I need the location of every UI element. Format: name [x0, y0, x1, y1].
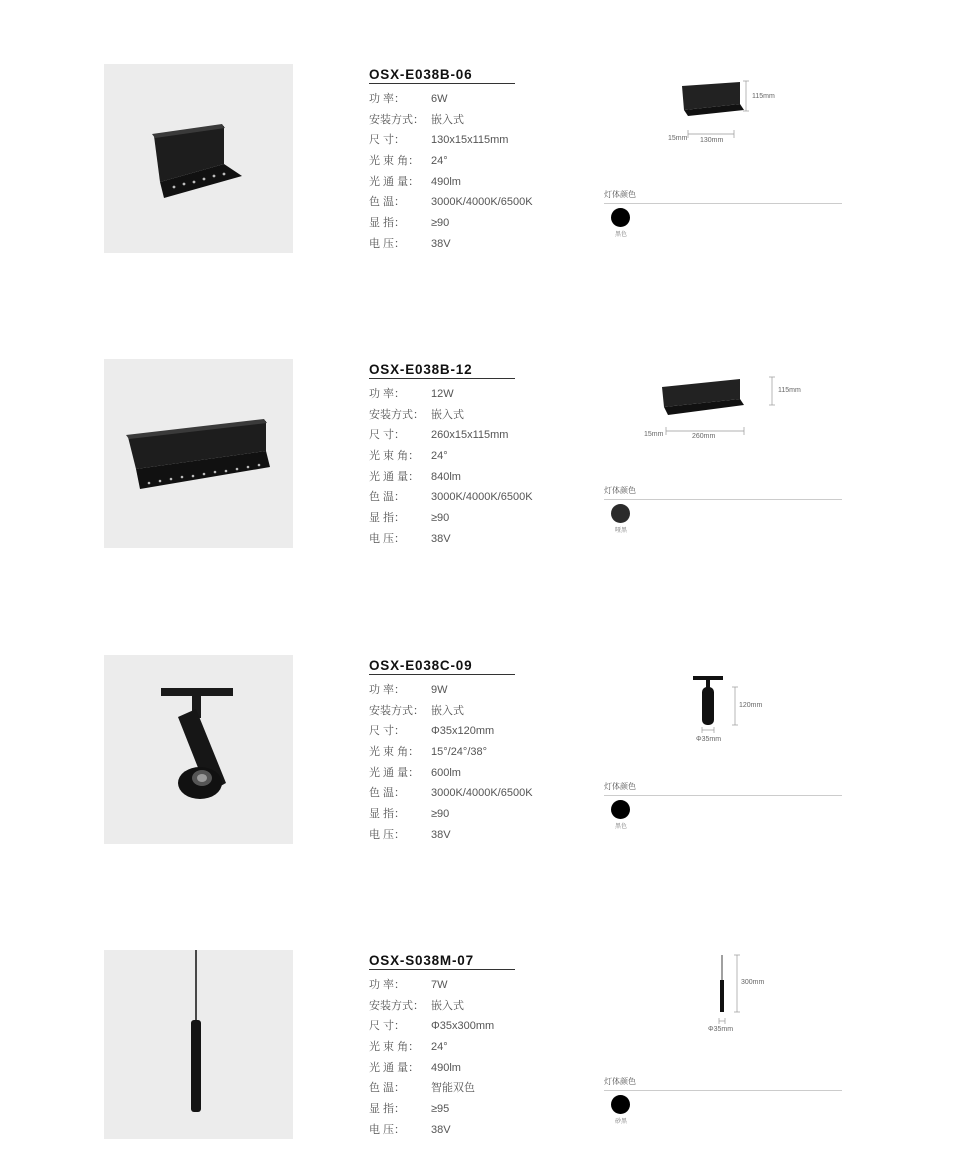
body-color-title: 灯体颜色: [604, 1076, 842, 1091]
product-photo: [104, 359, 293, 548]
color-swatch-label: 黑色: [615, 824, 628, 830]
spec-cri: 显 指： ≥90: [369, 217, 450, 230]
spec-beam: 光 束 角： 24°: [369, 1041, 448, 1054]
model-number: OSX-E038C-09: [369, 658, 515, 675]
spec-voltage: 电 压： 38V: [369, 532, 451, 545]
dimension-depth: 15mm: [644, 431, 664, 438]
dimension-width: 130mm: [700, 137, 724, 144]
body-color-title: 灯体颜色: [604, 781, 842, 796]
body-color-section: [604, 189, 842, 238]
dimension-width: 260mm: [692, 433, 716, 440]
product-card: [0, 64, 978, 264]
body-color-title: 灯体颜色: [604, 485, 842, 500]
product-photo: [104, 950, 293, 1139]
dimension-height: 300mm: [741, 979, 765, 986]
dimension-height: 115mm: [778, 387, 801, 394]
color-swatch-label: 黑色: [615, 232, 628, 238]
spec-size: 尺 寸： 130x15x115mm: [369, 134, 509, 147]
spec-voltage: 电 压： 38V: [369, 828, 451, 841]
color-swatch: [611, 800, 630, 819]
spec-list: [369, 953, 629, 1141]
product-photo: [104, 64, 293, 253]
spec-cct: 色 温： 3000K/4000K/6500K: [369, 491, 533, 504]
spec-size: 尺 寸： Φ35x120mm: [369, 725, 495, 738]
product-card: [0, 655, 978, 855]
spec-cri: 显 指： ≥95: [369, 1103, 450, 1116]
spec-cri: 显 指： ≥90: [369, 512, 450, 525]
spec-flux: 光 通 量： 840lm: [369, 470, 461, 483]
dimension-diameter: Φ35mm: [708, 1026, 734, 1033]
spec-beam: 光 束 角： 24°: [369, 155, 448, 168]
spec-beam: 光 束 角： 24°: [369, 450, 448, 463]
spec-mount: 安装方式： 嵌入式: [369, 704, 464, 717]
product-photo: [104, 655, 293, 844]
dimension-diagram: [604, 64, 844, 184]
product-card: [0, 359, 978, 559]
body-color-title: 灯体颜色: [604, 189, 842, 204]
spec-list: [369, 362, 629, 550]
spec-list: [369, 658, 629, 846]
dimension-diagram: [604, 359, 844, 479]
dimension-diagram: [604, 950, 844, 1070]
model-number: OSX-E038B-12: [369, 362, 515, 379]
color-swatch: [611, 208, 630, 227]
spec-cct: 色 温： 3000K/4000K/6500K: [369, 787, 533, 800]
spec-flux: 光 通 量： 490lm: [369, 1061, 461, 1074]
spec-cct: 色 温： 智能双色: [369, 1082, 475, 1095]
spec-power: 功 率： 9W: [369, 684, 448, 696]
spec-power: 功 率： 6W: [369, 93, 448, 105]
dimension-height: 115mm: [752, 93, 775, 100]
color-swatch-label: 哑黑: [615, 528, 628, 534]
model-number: OSX-E038B-06: [369, 67, 515, 84]
product-card: [0, 950, 978, 1150]
spec-power: 功 率： 12W: [369, 388, 454, 400]
spec-list: [369, 67, 629, 255]
spec-cri: 显 指： ≥90: [369, 808, 450, 821]
spec-flux: 光 通 量： 600lm: [369, 766, 461, 779]
body-color-section: [604, 1076, 842, 1125]
spec-size: 尺 寸： Φ35x300mm: [369, 1020, 495, 1033]
spec-voltage: 电 压： 38V: [369, 237, 451, 250]
body-color-section: [604, 781, 842, 830]
body-color-section: [604, 485, 842, 534]
spec-voltage: 电 压： 38V: [369, 1123, 451, 1136]
dimension-diameter: Φ35mm: [696, 736, 722, 743]
dimension-diagram: [604, 655, 844, 775]
spec-mount: 安装方式： 嵌入式: [369, 408, 464, 421]
spec-flux: 光 通 量： 490lm: [369, 175, 461, 188]
dimension-height: 120mm: [739, 702, 763, 709]
model-number: OSX-S038M-07: [369, 953, 515, 970]
spec-mount: 安装方式： 嵌入式: [369, 113, 464, 126]
color-swatch-label: 砂黑: [615, 1119, 628, 1125]
spec-mount: 安装方式： 嵌入式: [369, 999, 464, 1012]
dimension-depth: 15mm: [668, 135, 688, 142]
color-swatch: [611, 504, 630, 523]
spec-power: 功 率： 7W: [369, 979, 448, 991]
spec-cct: 色 温： 3000K/4000K/6500K: [369, 196, 533, 209]
spec-beam: 光 束 角： 15°/24°/38°: [369, 746, 488, 759]
color-swatch: [611, 1095, 630, 1114]
spec-size: 尺 寸： 260x15x115mm: [369, 429, 509, 442]
